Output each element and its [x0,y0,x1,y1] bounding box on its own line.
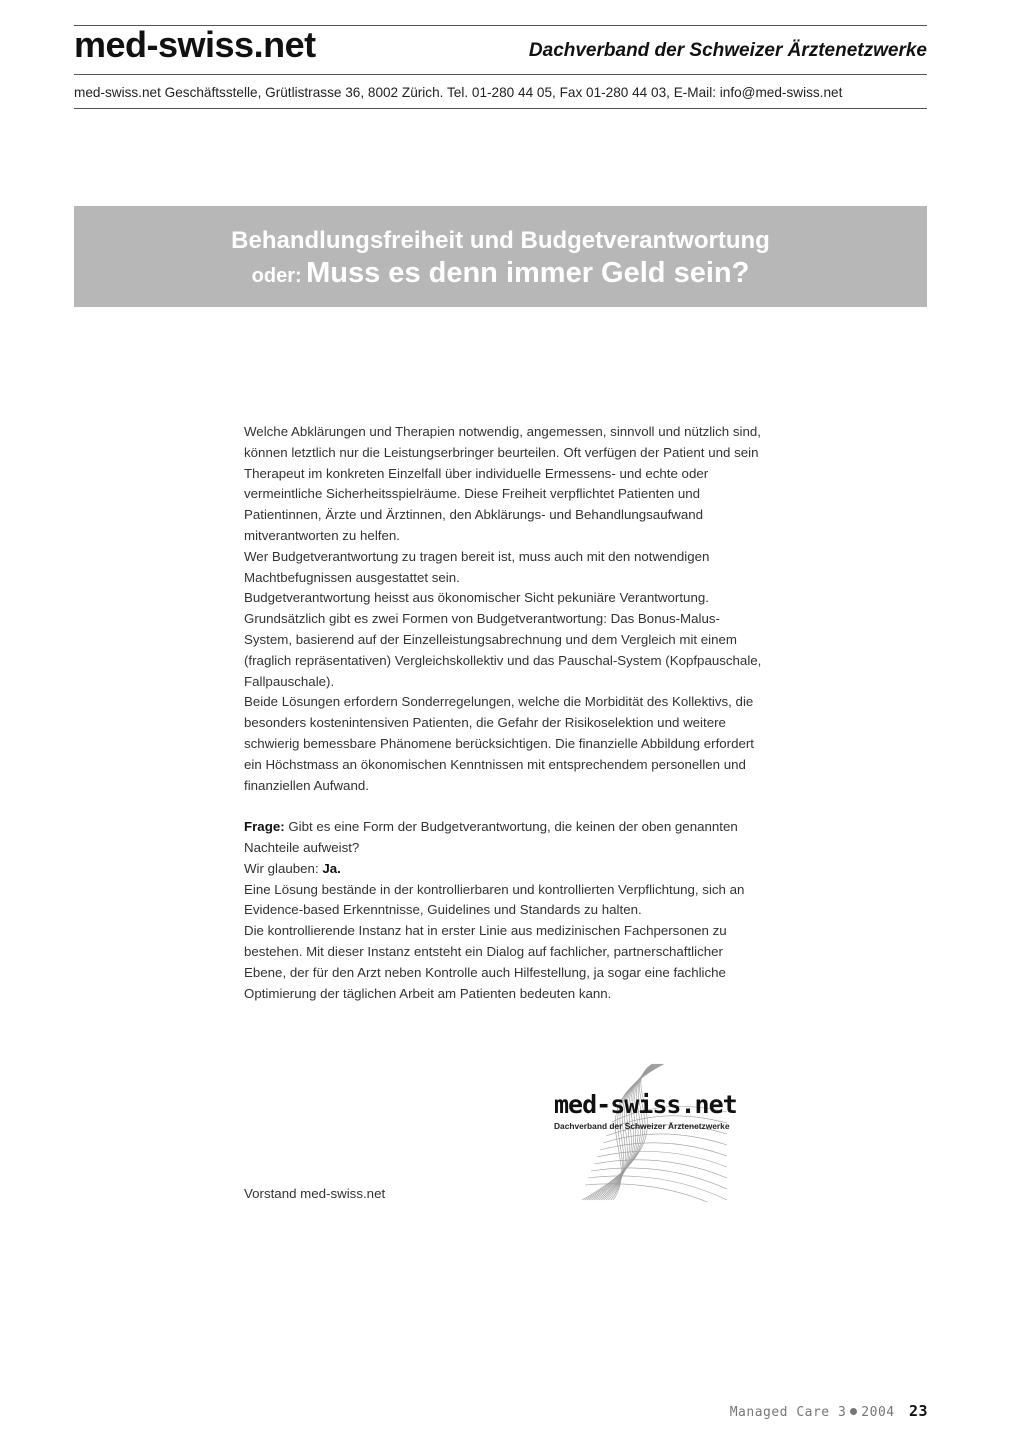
header-subtitle: Dachverband der Schweizer Ärztenetzwerke [528,40,927,61]
paragraph-gap [244,796,764,817]
signature: Vorstand med-swiss.net [244,1186,386,1201]
banner-title-prefix: oder: [251,265,302,287]
question-label: Frage: [244,819,285,835]
paragraph: Eine Lösung bestände in der kontrollierbaren und kontrollierten Verpflichtung, sich an Evidence-based Erkenntnisse, Guidelines und Standards zu halten. [244,881,745,918]
banner-title-main: Muss es denn immer Geld sein? [306,257,750,289]
med-swiss-logo-swoosh-icon [552,1062,742,1202]
header-brand: med-swiss.net [74,24,316,65]
paragraph: Wer Budgetverantwortung zu tragen bereit ist, muss auch mit den notwendigen Machtbefugnissen ausgestattet sein. [244,548,710,585]
header-middle-rule [74,74,927,75]
answer-prefix: Wir glauben: [244,860,323,876]
title-banner [74,206,927,307]
paragraph: Budgetverantwortung heisst aus ökonomischer Sicht pekuniäre Verantwortung. [244,590,709,606]
header-bottom-rule [74,108,927,109]
banner-title-line2 [74,257,927,290]
logo-subtitle: Dachverband der Schweizer Ärztenetzwerke [554,1121,730,1131]
article-body [244,422,764,1004]
banner-title-line1: Behandlungsfreiheit und Budgetverantwortung [231,227,770,254]
answer-value: Ja. [322,860,341,876]
answer-paragraph [244,859,764,880]
paragraph: Grundsätzlich gibt es zwei Formen von Budgetverantwortung: Das Bonus-Malus-System, basierend auf der Einzelleistungsabrechnung und dem Vergleich mit einem (fraglich repräsentativen) Vergleichskollektiv und das Pauschal-System (Kopfpauschale, Fallpauschale). [244,611,762,689]
footer-year: 2004 [861,1405,895,1420]
paragraph: Welche Abklärungen und Therapien notwendig, angemessen, sinnvoll und nützlich sind, können letztlich nur die Leistungserbringer beurteilen. Oft verfügen der Patient und sein Therapeut im konkreten Einzelfall über individuelle Ermessens- und echte oder vermeintliche Sicherheitsspielräume. Diese Freiheit verpflichtet Patienten und Patientinnen, Ärzte und Ärztinnen, den Abklärungs- und Behandlungsaufwand mitverantworten zu helfen. [244,424,761,543]
question-text: Gibt es eine Form der Budgetverantwortung, die keinen der oben genannten Nachteile aufweist? [244,819,738,855]
question-paragraph [244,817,764,859]
footer-issue: 3 [837,1405,847,1420]
paragraph: Beide Lösungen erfordern Sonderregelungen, welche die Morbidität des Kollektivs, die besonders kostenintensiven Patienten, die Gefahr der Risikoselektion und weitere schwierig bemessbare Phänomene berücksichtigen. Die finanzielle Abbildung erfordert ein Höchstmass an ökonomischen Kenntnissen mit entsprechendem personellen und finanziellen Aufwand. [244,694,755,793]
page-footer [730,1402,928,1420]
logo-title: med-swiss.net [554,1090,737,1119]
footer-page-number: 23 [908,1402,928,1420]
footer-bullet-icon [850,1408,857,1415]
paragraph: Die kontrollierende Instanz hat in erster Linie aus medizinischen Fachpersonen zu bestehen. Mit dieser Instanz entsteht ein Dialog auf fachlicher, partnerschaftlicher Ebene, der für den Arzt neben Kontrolle auch Hilfestellung, ja sogar eine fachliche Optimierung der täglichen Arbeit am Patienten bedeuten kann. [244,923,727,1001]
header-address: med-swiss.net Geschäftsstelle, Grütlistrasse 36, 8002 Zürich. Tel. 01-280 44 05, Fax 01-280 44 03, E-Mail: info@med-swiss.net [74,85,843,100]
footer-journal: Managed Care [729,1405,830,1420]
